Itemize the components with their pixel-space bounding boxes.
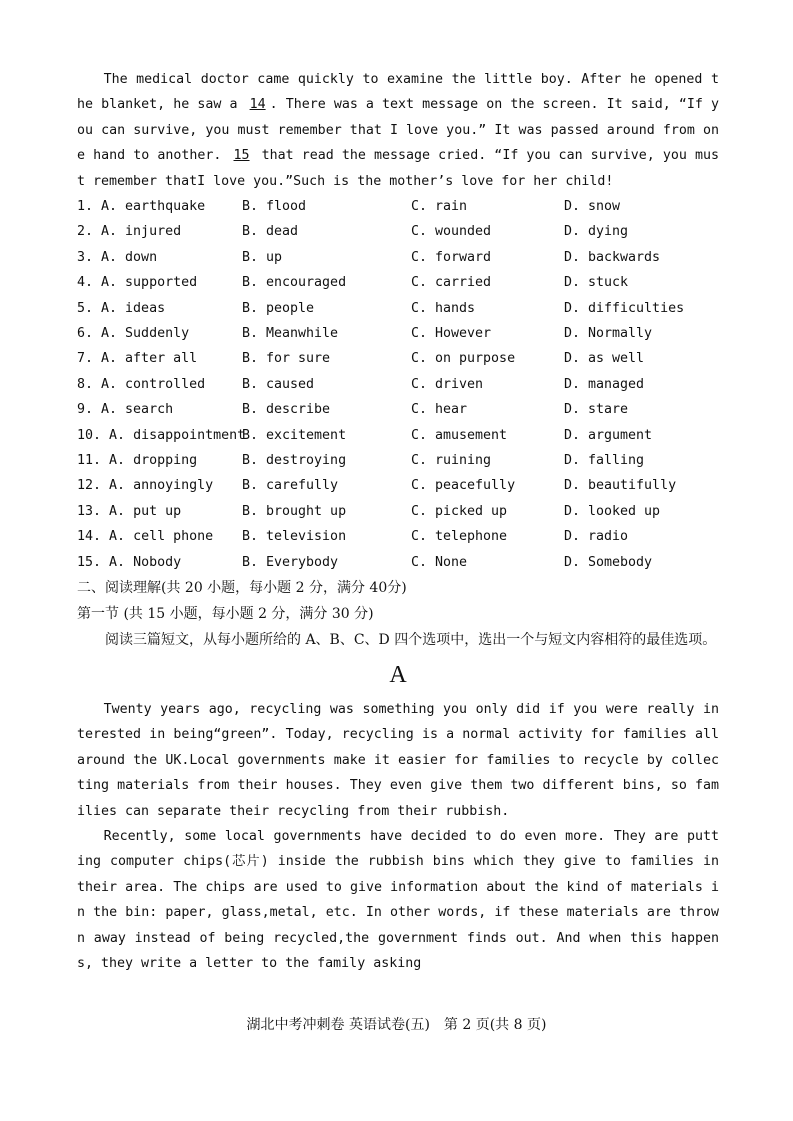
option-a <box>77 346 242 371</box>
option-a <box>77 372 242 397</box>
option-row <box>77 397 719 422</box>
passage-text: . There was a text message on the screen. It said, “If you can survive, you must remember that I love you.” It was passed around from one hand to another. <box>77 97 719 164</box>
option-b: B. brought up <box>242 503 347 519</box>
option-b: B. flood <box>242 199 307 215</box>
option-a-text: down <box>125 249 158 265</box>
option-row <box>77 448 719 473</box>
blank-15: 15 <box>233 148 250 164</box>
option-c: C. hands <box>411 300 476 316</box>
passage-a-paragraph-2: Recently, some local governments have decided to do even more. They are putting computer chips(芯片) inside the rubbish bins which they give to families in their area. The chips are used to give information about the kind of materials in the bin: paper, glass,metal, etc. In other words, if these materials are thrown away instead of being recycled,the government finds out. And when this happens, they write a letter to the family asking <box>77 828 719 971</box>
answer-options <box>77 194 719 575</box>
part-one-title: 第一节 (共 15 小题，每小题 2 分，满分 30 分) <box>77 605 374 622</box>
option-row <box>77 372 719 397</box>
option-row <box>77 245 719 270</box>
option-a-text: put up <box>133 503 182 519</box>
option-d: D. snow <box>564 199 621 215</box>
option-c: C. amusement <box>411 427 508 443</box>
page-content <box>77 67 719 976</box>
option-a-text: dropping <box>133 452 198 468</box>
option-a <box>77 448 242 473</box>
page-footer: 湖北中考冲刺卷 英语试卷(五) 第 2 页(共 8 页) <box>246 1017 547 1033</box>
option-b: B. up <box>242 249 283 265</box>
option-a <box>77 397 242 422</box>
option-a-text: Suddenly <box>125 325 190 341</box>
option-b: B. Meanwhile <box>242 325 339 341</box>
option-b: B. television <box>242 529 347 545</box>
reading-instructions: 阅读三篇短文，从每小题所给的 A、B、C、D 四个选项中，选出一个与短文内容相符的最佳选项。 <box>105 631 717 648</box>
question-number: 4. A. <box>77 275 118 291</box>
option-c: C. wounded <box>411 224 492 240</box>
option-a <box>77 524 242 549</box>
option-d: D. as well <box>564 351 645 367</box>
option-a <box>77 321 242 346</box>
passage-a-paragraph-1: Twenty years ago, recycling was something you only did if you were really interested in being“green”. Today, recycling is a normal activity for families all around the UK.Local governments make it easier for families to recycle by collecting materials from their houses. They even give them two different bins, so families can separate their recycling from their rubbish. <box>77 701 719 819</box>
option-a-text: Nobody <box>133 554 182 570</box>
option-c: C. ruining <box>411 452 492 468</box>
option-b: B. caused <box>242 376 315 392</box>
option-a-text: earthquake <box>125 199 206 215</box>
question-number: 12. A. <box>77 478 126 494</box>
option-a-text: injured <box>125 224 182 240</box>
option-b: B. encouraged <box>242 275 347 291</box>
question-number: 5. A. <box>77 300 118 316</box>
option-c: C. picked up <box>411 503 508 519</box>
option-c: C. driven <box>411 376 484 392</box>
option-row <box>77 194 719 219</box>
option-c: C. forward <box>411 249 492 265</box>
option-d: D. falling <box>564 452 645 468</box>
option-a <box>77 219 242 244</box>
option-b: B. Everybody <box>242 554 339 570</box>
option-a <box>77 499 242 524</box>
option-d: D. looked up <box>564 503 661 519</box>
option-a-text: search <box>125 402 174 418</box>
question-number: 8. A. <box>77 376 118 392</box>
option-d: D. difficulties <box>564 300 685 316</box>
option-row <box>77 270 719 295</box>
question-number: 14. A. <box>77 529 126 545</box>
option-row <box>77 219 719 244</box>
option-b: B. people <box>242 300 315 316</box>
option-a <box>77 245 242 270</box>
question-number: 9. A. <box>77 402 118 418</box>
option-a-text: disappointment <box>133 427 246 443</box>
option-row <box>77 499 719 524</box>
question-number: 6. A. <box>77 325 118 341</box>
option-c: C. peacefully <box>411 478 516 494</box>
option-b: B. destroying <box>242 452 347 468</box>
option-a-text: cell phone <box>133 529 214 545</box>
option-d: D. argument <box>564 427 653 443</box>
question-number: 7. A. <box>77 351 118 367</box>
option-row <box>77 321 719 346</box>
option-d: D. managed <box>564 376 645 392</box>
option-b: B. excitement <box>242 427 347 443</box>
option-a <box>77 296 242 321</box>
option-b: B. dead <box>242 224 299 240</box>
option-row <box>77 524 719 549</box>
option-d: D. stuck <box>564 275 629 291</box>
question-number: 3. A. <box>77 249 118 265</box>
question-number: 15. A. <box>77 554 126 570</box>
option-a-text: annoyingly <box>133 478 214 494</box>
question-number: 1. A. <box>77 199 118 215</box>
passage-text: that read the message cried. “If you can survive, you must remember thatI love you.”Such is the mother’s love for her child! <box>77 148 719 189</box>
option-row <box>77 296 719 321</box>
cloze-passage-ending <box>77 67 719 194</box>
option-d: D. Normally <box>564 325 653 341</box>
option-d: D. backwards <box>564 249 661 265</box>
option-d: D. beautifully <box>564 478 677 494</box>
option-c: C. None <box>411 554 468 570</box>
option-b: B. for sure <box>242 351 331 367</box>
question-number: 10. A. <box>77 427 126 443</box>
option-a-text: after all <box>125 351 198 367</box>
section-two-title: 二、阅读理解(共 20 小题，每小题 2 分，满分 40分) <box>77 579 407 596</box>
option-c: C. However <box>411 325 492 341</box>
option-row <box>77 550 719 575</box>
option-a <box>77 550 242 575</box>
option-a <box>77 270 242 295</box>
option-d: D. Somebody <box>564 554 653 570</box>
option-d: D. stare <box>564 402 629 418</box>
option-d: D. radio <box>564 529 629 545</box>
option-a-text: ideas <box>125 300 166 316</box>
option-b: B. carefully <box>242 478 339 494</box>
option-a-text: controlled <box>125 376 206 392</box>
blank-14: 14 <box>249 97 266 113</box>
option-row <box>77 346 719 371</box>
question-number: 13. A. <box>77 503 126 519</box>
option-a-text: supported <box>125 275 198 291</box>
option-b: B. describe <box>242 402 331 418</box>
option-d: D. dying <box>564 224 629 240</box>
option-a <box>77 423 246 448</box>
passage-a-heading: A <box>389 661 407 688</box>
option-c: C. on purpose <box>411 351 516 367</box>
option-row <box>77 473 719 498</box>
option-c: C. rain <box>411 199 468 215</box>
question-number: 2. A. <box>77 224 118 240</box>
option-c: C. telephone <box>411 529 508 545</box>
option-a <box>77 473 242 498</box>
option-c: C. hear <box>411 402 468 418</box>
option-a <box>77 194 242 219</box>
question-number: 11. A. <box>77 452 126 468</box>
passage-text: The medical doctor came quickly to examine the little boy. After he opened the blanket, he saw a <box>77 72 719 113</box>
option-c: C. carried <box>411 275 492 291</box>
option-row <box>77 423 719 448</box>
